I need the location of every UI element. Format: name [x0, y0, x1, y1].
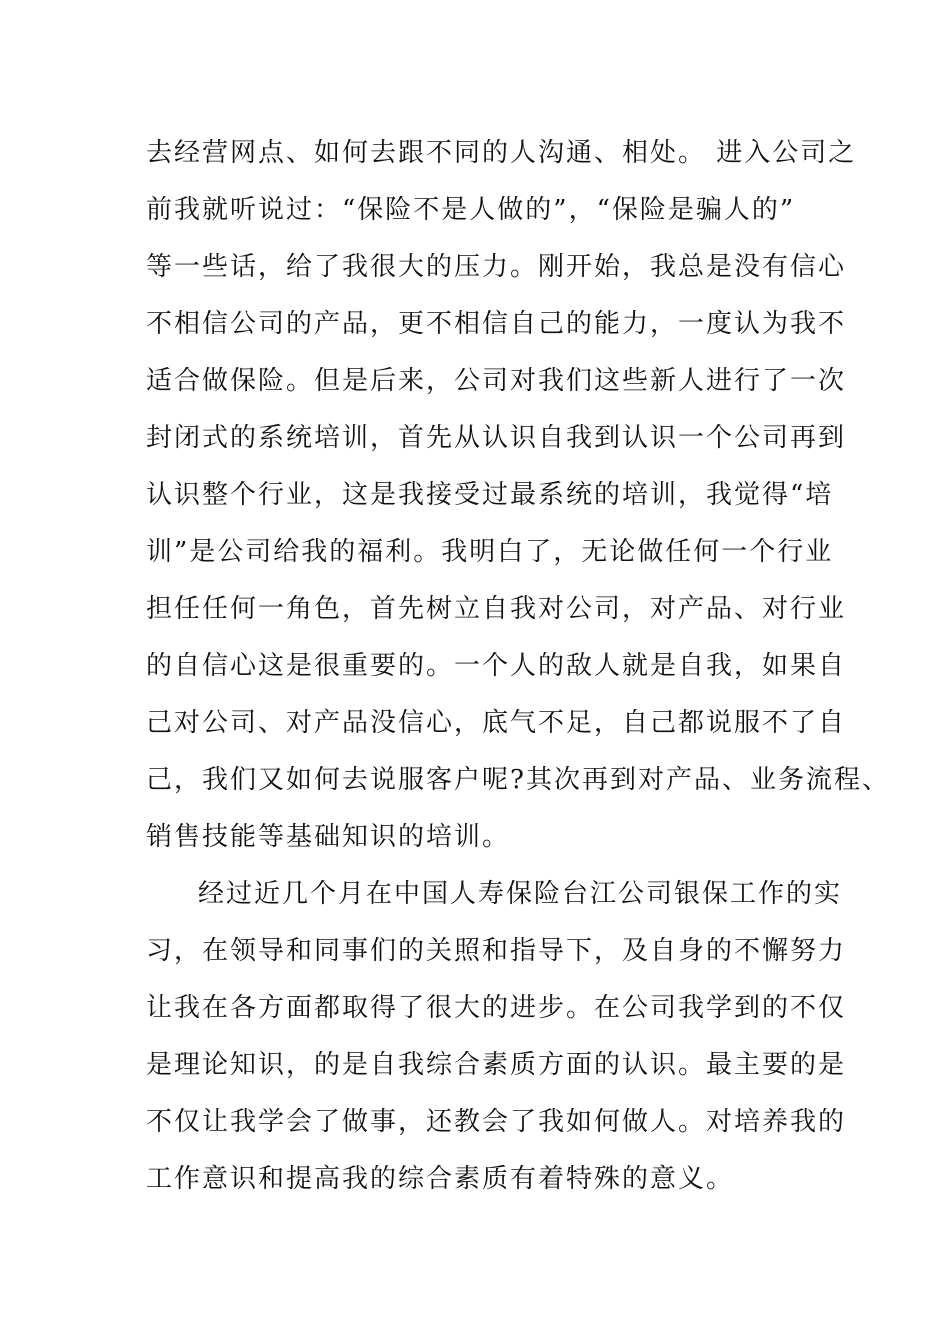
- text-line: 是理论知识，的是自我综合素质方面的认识。最主要的是: [146, 1050, 847, 1080]
- text-line: 封闭式的系统培训，首先从认识自我到认识一个公司再到: [146, 423, 847, 453]
- text-line: 担任任何一角色，首先树立自我对公司，对产品、对行业: [146, 594, 847, 624]
- text-line: 的自信心这是很重要的。一个人的敌人就是自我，如果自: [146, 651, 847, 681]
- text-line: 去经营网点、如何去跟不同的人沟通、相处。 进入公司之: [146, 138, 857, 168]
- text-line: 工作意识和提高我的综合素质有着特殊的意义。: [146, 1164, 735, 1194]
- text-line: 销售技能等基础知识的培训。: [146, 822, 511, 852]
- text-line: 经过近几个月在中国人寿保险台江公司银保工作的实: [198, 879, 843, 909]
- text-line: 认识整个行业，这是我接受过最系统的培训，我觉得“培: [146, 480, 834, 510]
- text-line: 适合做保险。但是后来，公司对我们这些新人进行了一次: [146, 366, 847, 396]
- text-line: 己，我们又如何去说服客户呢?其次再到对产品、业务流程、: [146, 765, 890, 795]
- text-line: 习，在领导和同事们的关照和指导下，及自身的不懈努力: [146, 936, 847, 966]
- text-line: 己对公司、对产品没信心，底气不足，自己都说服不了自: [146, 708, 847, 738]
- text-line: 训”是公司给我的福利。我明白了，无论做任何一个行业: [146, 537, 834, 567]
- text-line: 不仅让我学会了做事，还教会了我如何做人。对培养我的: [146, 1107, 847, 1137]
- text-line: 等一些话，给了我很大的压力。刚开始，我总是没有信心: [146, 252, 847, 282]
- text-line: 让我在各方面都取得了很大的进步。在公司我学到的不仅: [146, 993, 847, 1023]
- text-line: 前我就听说过：“保险不是人做的”，“保险是骗人的”: [146, 195, 796, 225]
- text-line: 不相信公司的产品，更不相信自己的能力，一度认为我不: [146, 309, 847, 339]
